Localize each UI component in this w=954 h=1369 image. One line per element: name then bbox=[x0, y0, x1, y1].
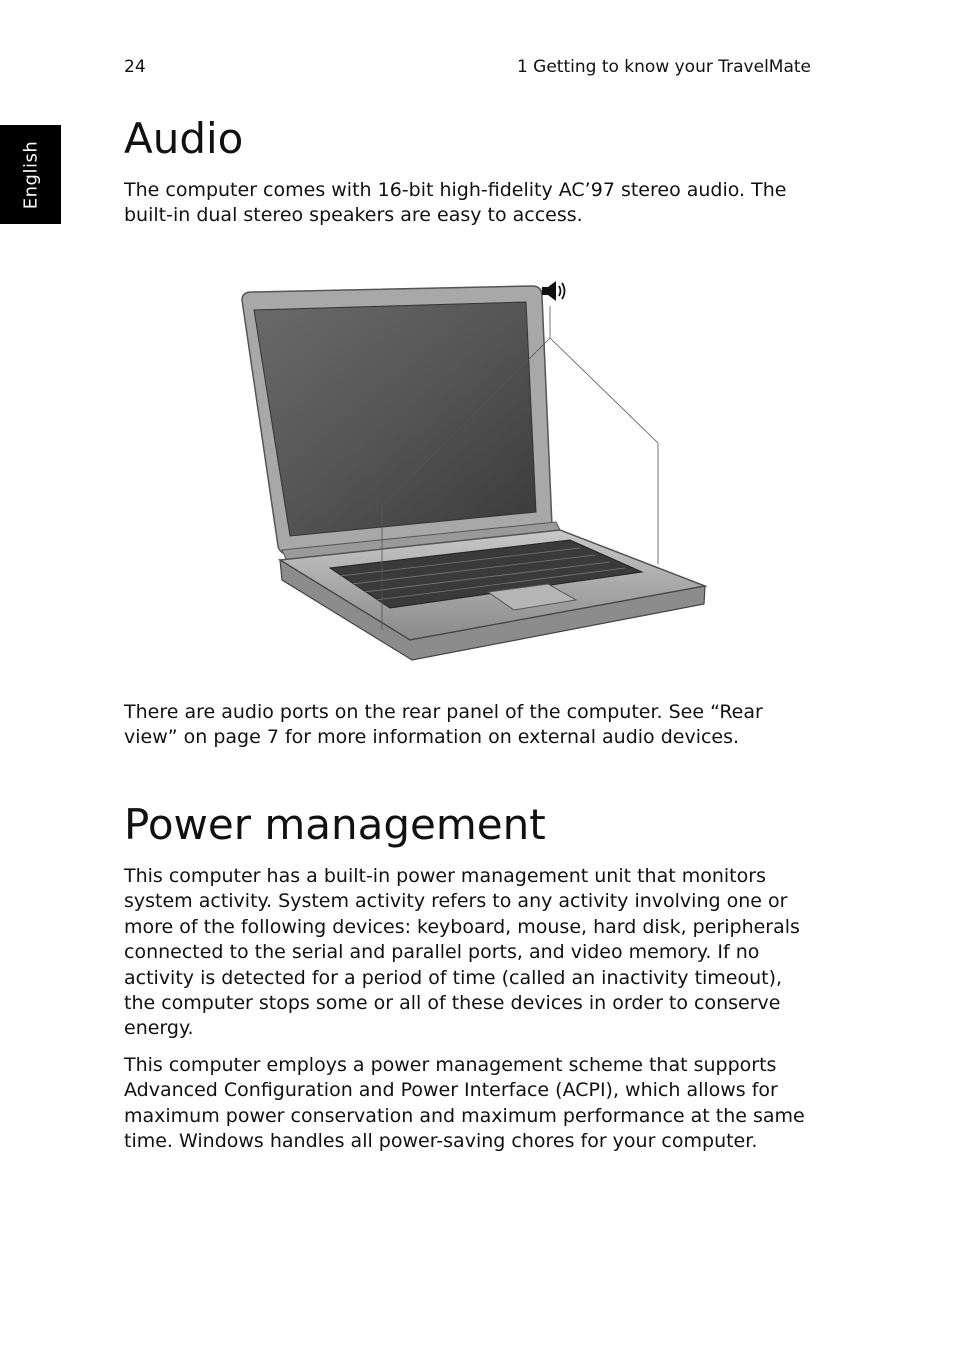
language-tab-label: English bbox=[20, 140, 41, 209]
laptop-speakers-figure bbox=[230, 268, 720, 678]
chapter-header: 1 Getting to know your TravelMate bbox=[516, 57, 811, 77]
laptop-illustration bbox=[230, 268, 720, 678]
audio-heading: Audio bbox=[124, 114, 244, 163]
speaker-icon bbox=[542, 281, 565, 301]
audio-intro-paragraph: The computer comes with 16-bit high-fidelity AC’97 stereo audio. The built-in dual stereo speakers are easy to access. bbox=[124, 179, 787, 227]
language-tab bbox=[0, 125, 61, 224]
power-paragraph-1: This computer has a built-in power management unit that monitors system activity. System activity refers to any activity involving one or more of the following devices: keyboard, mouse, hard disk, peripherals connected to the serial and parallel ports, and video memory. If no activity is detected for a period of time (called an inactivity timeout), the computer stops some or all of these devices in order to conserve energy. bbox=[124, 865, 800, 1040]
power-paragraph-2: This computer employs a power management scheme that supports Advanced Configuration and Power Interface (ACPI), which allows for maximum power conservation and maximum performance at the same time. Windows handles all power-saving chores for your computer. bbox=[124, 1054, 805, 1153]
page-number: 24 bbox=[124, 57, 146, 77]
audio-ports-paragraph: There are audio ports on the rear panel of the computer. See “Rear view” on page 7 for more information on external audio devices. bbox=[124, 701, 763, 749]
power-management-heading: Power management bbox=[124, 800, 546, 849]
